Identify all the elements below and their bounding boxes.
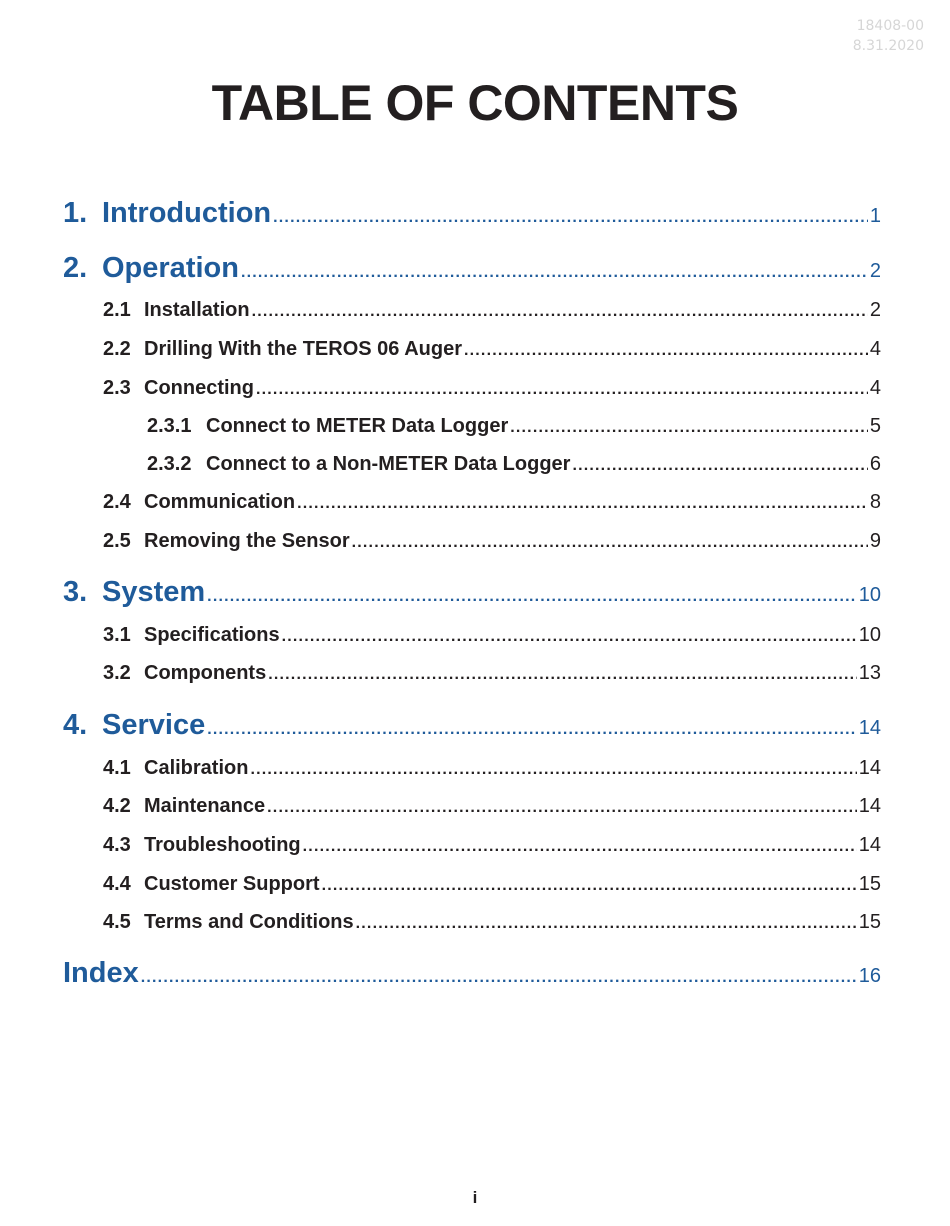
toc-entry-components[interactable]: [103, 662, 881, 685]
toc-page: 5: [869, 415, 881, 437]
toc-entry-introduction[interactable]: [63, 197, 881, 230]
toc-page: 14: [858, 717, 881, 739]
dot-leader: [297, 495, 868, 513]
toc-page: 10: [858, 584, 881, 606]
toc-number: 2.2: [103, 338, 131, 360]
toc-entry-removing-sensor[interactable]: [103, 530, 881, 553]
toc-number: 4.5: [103, 911, 131, 933]
toc-page: 14: [858, 757, 881, 779]
toc-label: Components: [144, 662, 267, 684]
document-meta: [853, 16, 924, 56]
toc-number: 3.2: [103, 662, 131, 684]
toc-label: Introduction: [102, 197, 272, 229]
toc-label: Maintenance: [144, 795, 266, 817]
toc-entry-service[interactable]: [63, 709, 881, 742]
document-date: 8.31.2020: [852, 38, 924, 54]
toc-entry-system[interactable]: [63, 576, 881, 609]
dot-leader: [282, 628, 857, 646]
toc-number: 2.3.2: [147, 453, 192, 475]
toc-label: Terms and Conditions: [144, 911, 354, 933]
toc-label: Connecting: [144, 377, 254, 399]
dot-leader: [141, 969, 857, 987]
dot-leader: [207, 588, 857, 606]
toc-entry-maintenance[interactable]: [103, 795, 881, 818]
dot-leader: [273, 209, 868, 227]
toc-entry-calibration[interactable]: [103, 757, 881, 780]
toc-entry-troubleshooting[interactable]: [103, 834, 881, 857]
toc-page: 15: [858, 911, 881, 933]
toc-page: 4: [869, 338, 881, 360]
toc-label: Drilling With the TEROS 06 Auger: [144, 338, 462, 360]
toc-entry-operation[interactable]: [63, 252, 881, 285]
page-title: TABLE OF CONTENTS: [211, 75, 739, 131]
toc-number: 2.: [63, 252, 88, 284]
toc-entry-connecting[interactable]: [103, 377, 881, 400]
toc-entry-communication[interactable]: [103, 491, 881, 514]
toc-entry-customer-support[interactable]: [103, 873, 881, 896]
toc-number: 2.3: [103, 377, 131, 399]
toc-entry-drilling-auger[interactable]: [103, 338, 881, 361]
toc-page: 2: [869, 260, 881, 282]
toc-page: 6: [869, 453, 881, 475]
toc-page: 2: [869, 299, 881, 321]
toc-entry-installation[interactable]: [103, 299, 881, 322]
toc-number: 2.5: [103, 530, 131, 552]
page-number: i: [472, 1188, 478, 1207]
toc-number: 2.3.1: [147, 415, 192, 437]
toc-label: Connect to a Non-METER Data Logger: [206, 453, 571, 475]
toc-page: 1: [869, 205, 881, 227]
toc-page: 14: [858, 795, 881, 817]
dot-leader: [356, 915, 857, 933]
toc-number: 4.: [63, 709, 88, 741]
toc-entry-connect-meter-logger[interactable]: [147, 415, 881, 438]
dot-leader: [322, 877, 857, 895]
toc-number: 2.1: [103, 299, 131, 321]
toc-page: 10: [858, 624, 881, 646]
dot-leader: [207, 721, 857, 739]
dot-leader: [303, 838, 857, 856]
toc-entry-specifications[interactable]: [103, 624, 881, 647]
dot-leader: [572, 457, 867, 475]
toc-label: Installation: [144, 299, 250, 321]
toc-label: Removing the Sensor: [144, 530, 350, 552]
toc-number: 4.4: [103, 873, 131, 895]
toc-label: Communication: [144, 491, 296, 513]
toc-number: 3.: [63, 576, 88, 608]
toc-number: 3.1: [103, 624, 131, 646]
toc-entry-terms-conditions[interactable]: [103, 911, 881, 934]
toc-label: Connect to METER Data Logger: [206, 415, 509, 437]
dot-leader: [250, 761, 856, 779]
toc-page: 15: [858, 873, 881, 895]
dot-leader: [252, 303, 868, 321]
toc-page: 8: [869, 491, 881, 513]
toc-label: System: [102, 576, 206, 608]
dot-leader: [352, 534, 868, 552]
toc-label: Customer Support: [144, 873, 320, 895]
toc-page: 14: [858, 834, 881, 856]
dot-leader: [510, 419, 868, 437]
toc-number: 1.: [63, 197, 88, 229]
toc-label: Operation: [102, 252, 239, 284]
toc-page: 9: [869, 530, 881, 552]
toc-number: 4.2: [103, 795, 131, 817]
toc-page: 16: [858, 965, 881, 987]
dot-leader: [464, 342, 868, 360]
dot-leader: [268, 666, 857, 684]
toc-entry-connect-non-meter-logger[interactable]: [147, 453, 881, 476]
toc-page: 4: [869, 377, 881, 399]
toc-entry-index[interactable]: [63, 957, 881, 990]
toc-label: Service: [102, 709, 206, 741]
toc-label: Calibration: [144, 757, 249, 779]
toc-number: 4.3: [103, 834, 131, 856]
document-number: 18408-00: [856, 18, 924, 34]
toc-label: Troubleshooting: [144, 834, 301, 856]
dot-leader: [256, 381, 868, 399]
dot-leader: [241, 264, 868, 282]
toc-number: 4.1: [103, 757, 131, 779]
toc-label: Specifications: [144, 624, 280, 646]
dot-leader: [267, 799, 857, 817]
toc-label: Index: [63, 957, 139, 989]
toc-number: 2.4: [103, 491, 131, 513]
toc-page: 13: [858, 662, 881, 684]
